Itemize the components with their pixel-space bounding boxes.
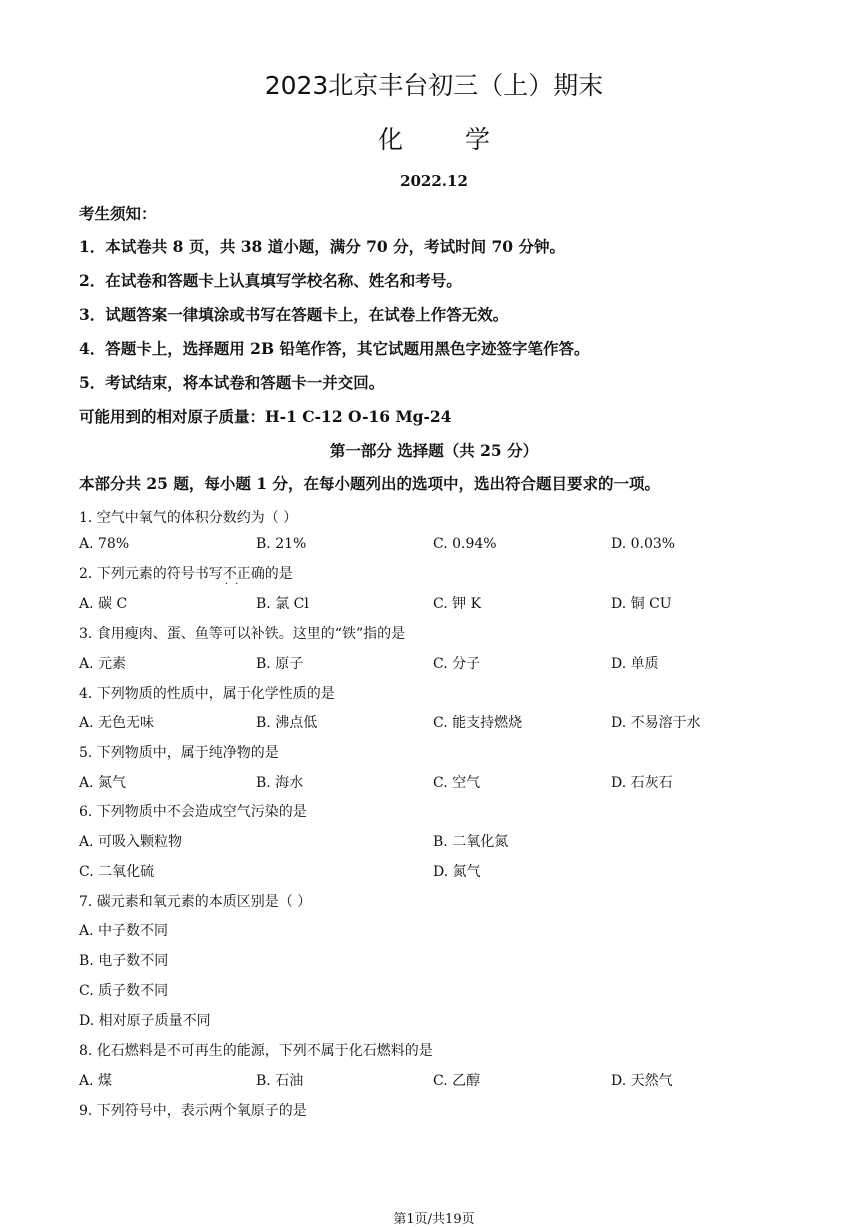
- question-stem: 5. 下列物质中，属于纯净物的是: [79, 745, 279, 761]
- option-c: C. 二氧化硫: [79, 864, 155, 880]
- option-a: A. 可吸入颗粒物: [79, 834, 183, 850]
- option-a: A. 碳 C: [79, 596, 128, 612]
- option-a: A. 中子数不同: [79, 923, 169, 939]
- notice-item: 5．考试结束，将本试卷和答题卡一并交回。: [79, 373, 385, 392]
- option-a: A. 煤: [79, 1073, 113, 1089]
- option-c: C. 空气: [433, 775, 481, 791]
- option-b: B. 21%: [256, 536, 307, 552]
- notice-item: 3．试题答案一律填涂或书写在答题卡上，在试卷上作答无效。: [79, 305, 509, 324]
- notice-item: 4．答题卡上，选择题用 2B 铅笔作答，其它试题用黑色字迹签字笔作答。: [79, 339, 590, 358]
- option-a: A. 氮气: [79, 775, 127, 791]
- option-b: B. 海水: [256, 775, 304, 791]
- question-stem: 9. 下列符号中，表示两个氧原子的是: [79, 1103, 307, 1119]
- emphasized-text: 不正 · ·: [223, 566, 251, 582]
- option-d: D. 单质: [611, 656, 659, 672]
- page-footer: 第1页/共19页: [393, 1212, 475, 1227]
- question-stem: 7. 碳元素和氧元素的本质区别是（ ）: [79, 894, 312, 910]
- notice-item: 2．在试卷和答题卡上认真填写学校名称、姓名和考号。: [79, 271, 462, 290]
- exam-date: 2022.12: [400, 172, 468, 190]
- option-a: A. 78%: [79, 536, 130, 552]
- option-b: B. 沸点低: [256, 715, 318, 731]
- option-b: B. 原子: [256, 656, 304, 672]
- option-d: D. 石灰石: [611, 775, 673, 791]
- option-b: B. 电子数不同: [79, 953, 169, 969]
- option-d: D. 铜 CU: [611, 596, 672, 612]
- question-stem: 3. 食用瘦肉、蛋、鱼等可以补铁。这里的“铁”指的是: [79, 626, 406, 642]
- notice-heading: 考生须知：: [79, 204, 157, 223]
- option-c: C. 分子: [433, 656, 481, 672]
- option-c: C. 钾 K: [433, 596, 482, 612]
- page-title: 2023北京丰台初三（上）期末: [264, 71, 604, 100]
- stem-part: 确的是: [250, 566, 293, 582]
- option-c: C. 乙醇: [433, 1073, 481, 1089]
- section-title: 第一部分 选择题（共 25 分）: [329, 441, 539, 460]
- question-stem: 8. 化石燃料是不可再生的能源，下列不属于化石燃料的是: [79, 1043, 433, 1059]
- option-b: B. 石油: [256, 1073, 304, 1089]
- option-a: A. 无色无味: [79, 715, 155, 731]
- subject-title: 化学: [377, 125, 552, 154]
- stem-part: 2. 下列元素的符号书写: [79, 566, 223, 582]
- question-stem: 1. 空气中氧气的体积分数约为（ ）: [79, 510, 298, 526]
- option-d: D. 相对原子质量不同: [79, 1013, 211, 1029]
- notice-item: 1．本试卷共 8 页，共 38 道小题，满分 70 分，考试时间 70 分钟。: [79, 237, 565, 256]
- option-c: C. 0.94%: [433, 536, 497, 552]
- option-d: D. 不易溶于水: [611, 715, 701, 731]
- option-d: D. 氮气: [433, 864, 481, 880]
- question-stem: 4. 下列物质的性质中，属于化学性质的是: [79, 686, 335, 702]
- option-c: C. 能支持燃烧: [433, 715, 523, 731]
- option-d: D. 天然气: [611, 1073, 673, 1089]
- question-stem: [79, 563, 293, 583]
- option-d: D. 0.03%: [611, 536, 676, 552]
- option-b: B. 氯 Cl: [256, 596, 309, 612]
- section-instruction: 本部分共 25 题，每小题 1 分，在每小题列出的选项中，选出符合题目要求的一项。: [79, 474, 660, 493]
- option-b: B. 二氧化氮: [433, 834, 509, 850]
- question-stem: 6. 下列物质中不会造成空气污染的是: [79, 804, 307, 820]
- option-a: A. 元素: [79, 656, 127, 672]
- option-c: C. 质子数不同: [79, 983, 169, 999]
- atomic-mass-line: 可能用到的相对原子质量：H-1 C-12 O-16 Mg-24: [79, 407, 452, 426]
